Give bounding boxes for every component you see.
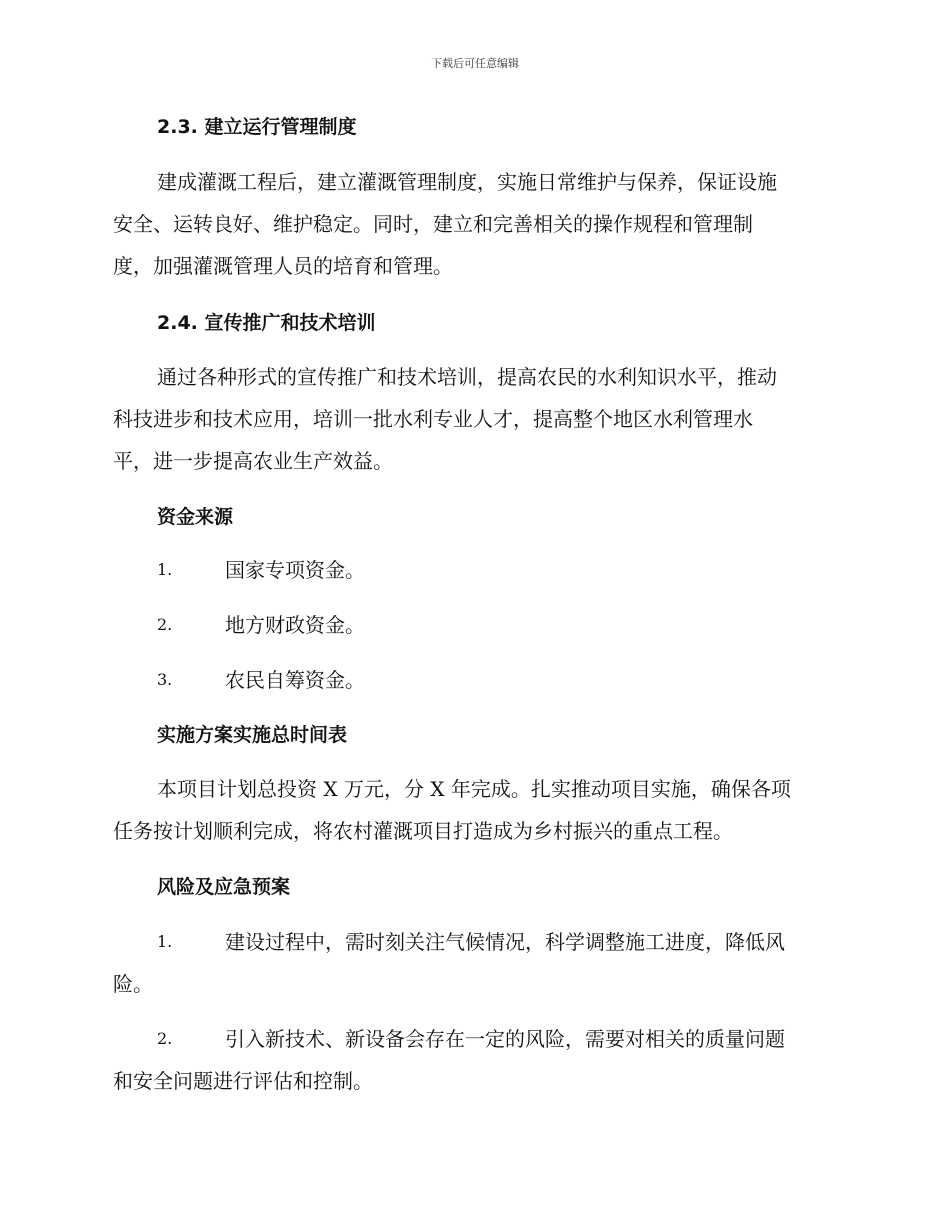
section-heading-risk: 风险及应急预案 [157, 876, 291, 898]
section-heading-2-4: 2.4. 宣传推广和技术培训 [157, 312, 376, 334]
list-number: 1. [157, 560, 173, 579]
list-text: 引入新技术、新设备会存在一定的风险，需要对相关的质量问题 [225, 1027, 785, 1051]
list-text: 农民自筹资金。 [225, 668, 365, 692]
section-heading-2-3: 2.3. 建立运行管理制度 [157, 116, 357, 138]
paragraph-line: 本项目计划总投资 X 万元，分 X 年完成。扎实推动项目实施，确保各项 [157, 777, 791, 801]
paragraph-2-4 [113, 356, 838, 482]
paragraph-line: 科技进步和技术应用，培训一批水利专业人才，提高整个地区水利管理水 [113, 407, 753, 431]
list-text: 建设过程中，需时刻关注气候情况，科学调整施工进度，降低风 [225, 930, 785, 954]
list-item [113, 1018, 838, 1102]
list-number: 3. [157, 670, 173, 689]
paragraph-line: 通过各种形式的宣传推广和技术培训，提高农民的水利知识水平，推动 [157, 365, 777, 389]
section-heading-funding: 资金来源 [157, 506, 234, 528]
list-number: 2. [157, 615, 173, 634]
paragraph-line: 度，加强灌溉管理人员的培育和管理。 [113, 254, 453, 278]
paragraph-schedule [113, 768, 838, 852]
list-number: 2. [157, 1029, 173, 1048]
list-item [113, 921, 838, 1005]
paragraph-line: 建成灌溉工程后，建立灌溉管理制度，实施日常维护与保养，保证设施 [157, 170, 777, 194]
list-item [113, 604, 838, 646]
list-text: 地方财政资金。 [225, 613, 365, 637]
paragraph-2-3 [113, 161, 838, 287]
list-text: 国家专项资金。 [225, 558, 365, 582]
list-item [113, 659, 838, 701]
section-heading-schedule: 实施方案实施总时间表 [157, 724, 348, 746]
list-number: 1. [157, 932, 173, 951]
paragraph-line: 安全、运转良好、维护稳定。同时，建立和完善相关的操作规程和管理制 [113, 212, 753, 236]
list-text-continued: 险。 [113, 972, 153, 996]
paragraph-line: 任务按计划顺利完成，将农村灌溉项目打造成为乡村振兴的重点工程。 [113, 819, 733, 843]
list-item [113, 549, 838, 591]
page-header: 下载后可任意编辑 [431, 57, 519, 70]
paragraph-line: 平，进一步提高农业生产效益。 [113, 449, 393, 473]
list-text-continued: 和安全问题进行评估和控制。 [113, 1069, 373, 1093]
